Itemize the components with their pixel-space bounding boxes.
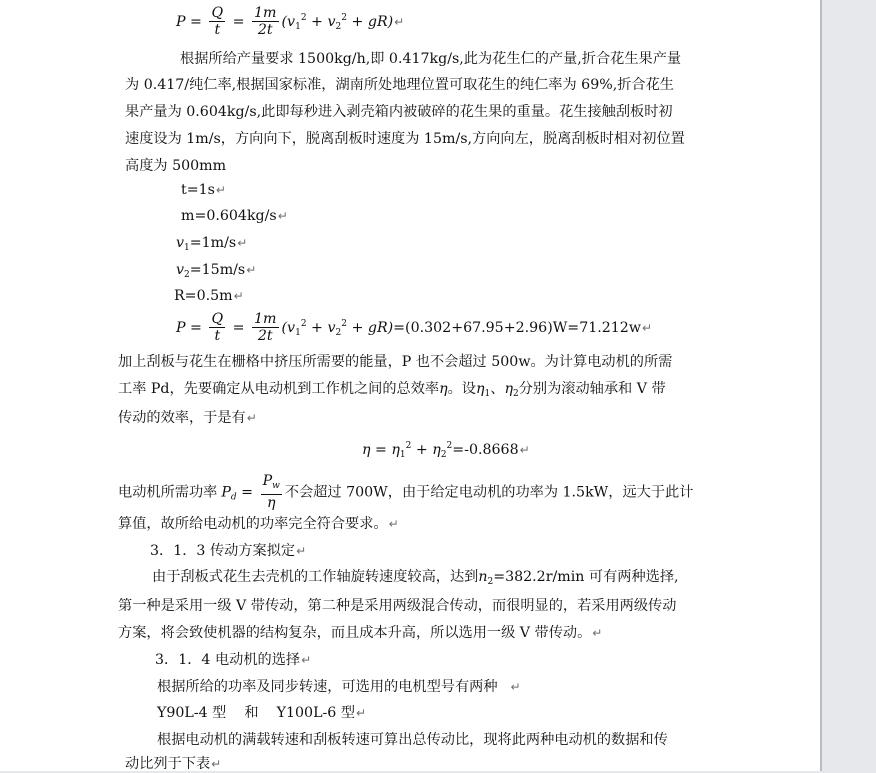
equals-sign: = — [228, 14, 250, 30]
symbol: n — [478, 569, 488, 585]
subscript: 2 — [487, 577, 494, 587]
fraction-denominator: t — [209, 21, 225, 38]
equals-sign: = — [228, 320, 250, 336]
superscript: 2 — [341, 319, 347, 329]
text-run: m=0.604kg/s — [181, 208, 277, 224]
superscript: 2 — [341, 13, 347, 23]
text-run: =15m/s — [189, 262, 246, 278]
text-run: 、 — [490, 381, 505, 397]
formula-kinetic-energy — [176, 6, 404, 38]
paragraph-mark-icon: ↵ — [211, 757, 222, 771]
text-run: 方案，将会致使机器的结构复杂，而且成本升高，所以选用一级 V 带传动。 — [118, 625, 592, 641]
text-run: 根据电动机的满载转速和刮板转速可算出总传动比，现将此两种电动机的数据和传 — [157, 732, 668, 748]
formula-term: (v — [281, 320, 296, 336]
heading-text: 3．1．3 传动方案拟定 — [150, 543, 296, 559]
subscript: 1 — [399, 450, 406, 460]
text-line — [118, 515, 399, 533]
text-line — [125, 130, 685, 148]
section-heading-314 — [155, 651, 311, 669]
subscript: 1 — [184, 243, 190, 253]
text-run: 加上刮板与花生在栅格中挤压所需要的能量，P 也不会超过 500w。为计算电动机的所需 — [118, 354, 673, 370]
text-line — [157, 678, 521, 696]
section-heading-313 — [150, 542, 306, 560]
text-line — [125, 103, 673, 121]
text-line — [180, 50, 681, 68]
text-line — [152, 568, 679, 591]
equals-sign: = — [236, 484, 258, 501]
fraction-denominator: η — [261, 494, 282, 511]
text-run: 工率 Pd，先要确定从电动机到工作机之间的总效率 — [118, 381, 440, 397]
paragraph-mark-icon: ↵ — [641, 321, 653, 335]
text-line — [118, 624, 602, 642]
text-run: 由于刮板式花生去壳机的工作轴旋转速度较高，达到 — [152, 569, 479, 585]
formula-term: + gR) — [346, 14, 394, 30]
fraction-numerator: Q — [211, 5, 224, 21]
text-run: 不会超过 700W，由于给定电动机的功率为 1.5kW，远大于此计 — [284, 484, 694, 501]
formula-term: + v — [306, 320, 336, 336]
fraction-numerator: 1m — [254, 311, 277, 327]
fraction-q-over-t — [209, 312, 225, 344]
given-r — [174, 287, 244, 305]
paragraph-mark-icon: ↵ — [301, 653, 312, 667]
text-line — [157, 731, 668, 749]
superscript: 2 — [300, 13, 307, 23]
subscript: 2 — [440, 450, 447, 460]
fraction-pw-over-eta — [261, 474, 282, 511]
fraction-denominator: 2t — [252, 21, 278, 38]
text-line — [118, 380, 666, 403]
text-run: 。设 — [447, 381, 476, 397]
paragraph-mark-icon: ↵ — [237, 236, 248, 250]
fraction-numerator: 1m — [254, 5, 277, 21]
paragraph-mark-icon: ↵ — [510, 680, 521, 694]
text-run: =382.2r/min 可有两种选择, — [493, 569, 679, 585]
text-line — [118, 409, 257, 427]
heading-text: 3．1．4 电动机的选择 — [155, 652, 301, 668]
given-v1 — [176, 234, 247, 257]
fraction-m-over-2t — [252, 312, 278, 344]
subscript: 1 — [484, 389, 491, 399]
equals-sign: = — [185, 14, 207, 30]
paragraph-mark-icon: ↵ — [296, 544, 307, 558]
formula-efficiency — [362, 437, 530, 464]
paragraph-mark-icon: ↵ — [394, 15, 405, 29]
fraction-denominator: 2t — [252, 327, 278, 344]
text-line — [125, 76, 674, 94]
subscript: 2 — [335, 328, 342, 338]
subscript: d — [230, 492, 237, 503]
window-background — [822, 0, 876, 771]
subscript: 1 — [295, 22, 301, 32]
paragraph-mark-icon: ↵ — [246, 411, 257, 425]
motor-models-line — [157, 704, 366, 722]
formula-symbol: P — [176, 14, 186, 30]
text-run: 果产量为 0.604kg/s,此即每秒进入剥壳箱内被破碎的花生果的重量。花生接触刮板时初 — [125, 104, 673, 120]
symbol: P — [262, 473, 273, 489]
text-line — [118, 597, 676, 615]
eta-symbol: η — [475, 381, 485, 397]
text-line — [118, 474, 693, 511]
formula-term: (v — [281, 14, 296, 30]
formula-result-value: =(0.302+67.95+2.96)W=71.212w — [393, 320, 641, 336]
text-line — [118, 353, 672, 371]
text-run: 分别为滚动轴承和 V 带 — [518, 381, 666, 397]
formula-term: η = η — [362, 442, 400, 458]
paragraph-mark-icon: ↵ — [277, 209, 288, 223]
symbol: v — [176, 262, 185, 278]
subscript: 1 — [295, 328, 301, 338]
subscript: 2 — [184, 270, 190, 280]
paragraph-mark-icon: ↵ — [246, 263, 257, 277]
text-run: 根据所给产量要求 1500kg/h,即 0.417kg/s,此为花生仁的产量,折合花生果产量 — [180, 51, 682, 67]
fraction-denominator: t — [209, 327, 225, 344]
text-run: 为 0.417/纯仁率,根据国家标准，湖南所处地理位置可取花生的纯仁率为 69%,折合花生 — [125, 77, 674, 93]
fraction-numerator — [261, 474, 282, 494]
given-m — [181, 207, 288, 225]
text-run: 算值，故所给电动机的功率完全符合要求。 — [118, 516, 388, 532]
subscript: 2 — [512, 389, 519, 399]
fraction-numerator: Q — [211, 311, 224, 327]
paragraph-mark-icon: ↵ — [519, 443, 530, 457]
eta-symbol: η — [439, 381, 448, 397]
given-v2 — [176, 261, 256, 284]
text-run: 电动机所需功率 — [118, 484, 218, 501]
equals-sign: = — [185, 320, 207, 336]
paragraph-mark-icon: ↵ — [356, 706, 367, 720]
superscript: 2 — [446, 441, 453, 451]
symbol: P — [221, 484, 231, 501]
paragraph-mark-icon: ↵ — [215, 183, 226, 197]
text-run: 动比列于下表 — [125, 756, 211, 772]
subscript: w — [272, 481, 280, 491]
formula-result — [176, 312, 652, 344]
text-line — [125, 755, 221, 773]
text-run: t=1s — [181, 182, 215, 198]
text-run: 第一种是采用一级 V 带传动，第二种是采用两级混合传动，而很明显的，若采用两级传动 — [118, 598, 677, 614]
formula-term: + gR) — [346, 320, 394, 336]
superscript: 2 — [300, 319, 307, 329]
formula-term: + η — [411, 442, 441, 458]
text-line — [125, 157, 226, 175]
text-run: Y90L-4 型 和 Y100L-6 型 — [157, 705, 356, 721]
formula-term: + v — [306, 14, 336, 30]
text-run: 根据所给的功率及同步转速，可选用的电机型号有两种 — [157, 679, 498, 695]
superscript: 2 — [405, 441, 412, 451]
text-run: 速度设为 1m/s，方向向下，脱离刮板时速度为 15m/s,方向向左，脱离刮板时相对初位置 — [125, 131, 685, 147]
subscript: 2 — [335, 22, 342, 32]
symbol: v — [176, 235, 185, 251]
formula-symbol: P — [176, 320, 186, 336]
text-run: R=0.5m — [174, 288, 233, 304]
given-t — [181, 181, 226, 199]
text-run: =1m/s — [189, 235, 237, 251]
fraction-m-over-2t — [252, 6, 278, 38]
fraction-q-over-t — [209, 6, 225, 38]
text-run: 高度为 500mm — [125, 158, 227, 174]
paragraph-mark-icon: ↵ — [233, 289, 244, 303]
paragraph-mark-icon: ↵ — [592, 626, 603, 640]
formula-result-value: =-0.8668 — [452, 442, 519, 458]
text-run: 传动的效率，于是有 — [118, 410, 246, 426]
paragraph-mark-icon: ↵ — [388, 517, 399, 531]
eta-symbol: η — [504, 381, 513, 397]
